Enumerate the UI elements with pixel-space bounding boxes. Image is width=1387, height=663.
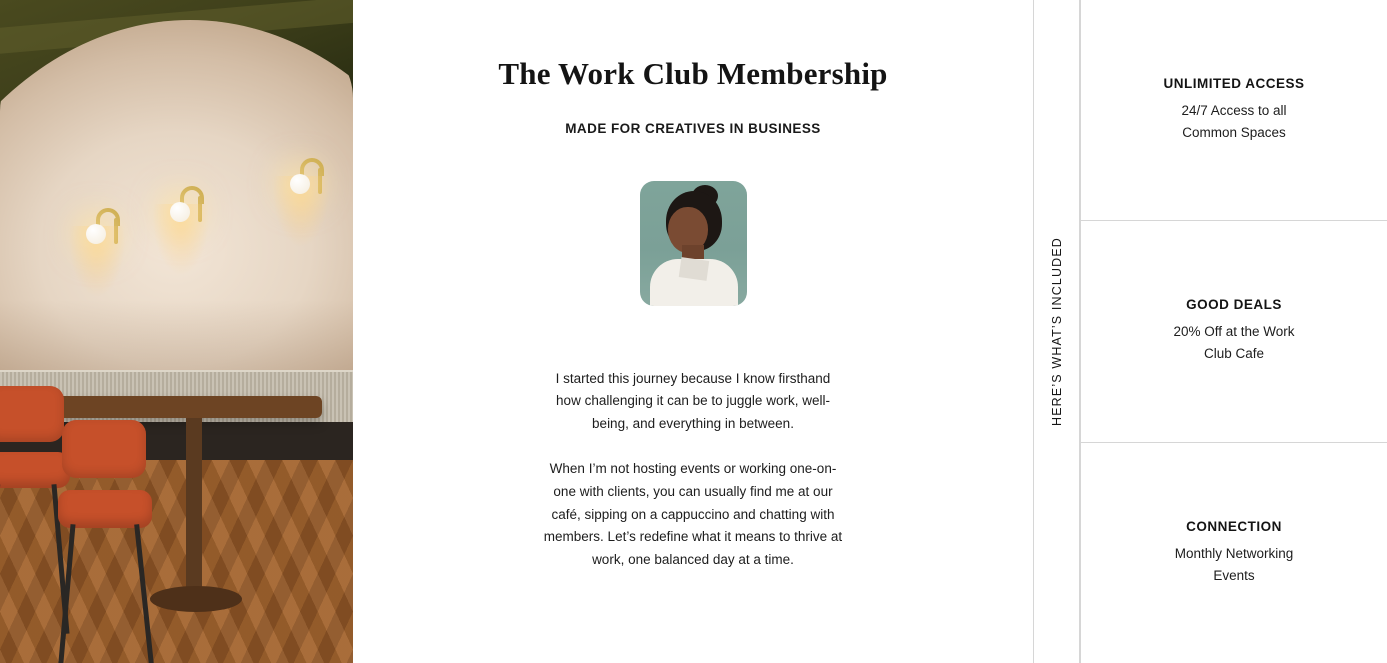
feature-item (1081, 0, 1387, 221)
feature-title: GOOD DEALS (1186, 297, 1282, 313)
feature-description: 24/7 Access to all Common Spaces (1181, 103, 1287, 141)
page-title: The Work Club Membership (498, 56, 888, 91)
cafe-interior-photo (0, 0, 353, 663)
founder-story (543, 368, 843, 572)
feature-title: UNLIMITED ACCESS (1163, 76, 1305, 92)
story-paragraph-2: When I’m not hosting events or working one-on-one with clients, you can usually find me at our café, sipping on a cappuccino and chatting with members. Let’s redefine what it means to thrive at work, one balanced day at a time. (543, 460, 843, 568)
feature-title: CONNECTION (1186, 518, 1282, 534)
main-content (353, 0, 1033, 663)
feature-item (1081, 221, 1387, 442)
included-label: HERE’S WHAT’S INCLUDED (1049, 237, 1064, 426)
feature-description: 20% Off at the Work Club Cafe (1173, 324, 1295, 362)
founder-portrait (640, 181, 747, 306)
included-label-strip (1033, 0, 1080, 663)
feature-description: Monthly Networking Events (1174, 545, 1294, 583)
features-column (1080, 0, 1387, 663)
feature-item (1081, 443, 1387, 663)
cafe-table-base (150, 586, 242, 612)
page-subtitle: MADE FOR CREATIVES IN BUSINESS (565, 120, 821, 136)
cafe-table-leg (186, 418, 202, 598)
cafe-table-top (22, 396, 322, 418)
story-paragraph-1: I started this journey because I know firsthand how challenging it can be to juggle work, well-being, and everything in between. (555, 370, 831, 432)
collar-shape (678, 257, 709, 281)
